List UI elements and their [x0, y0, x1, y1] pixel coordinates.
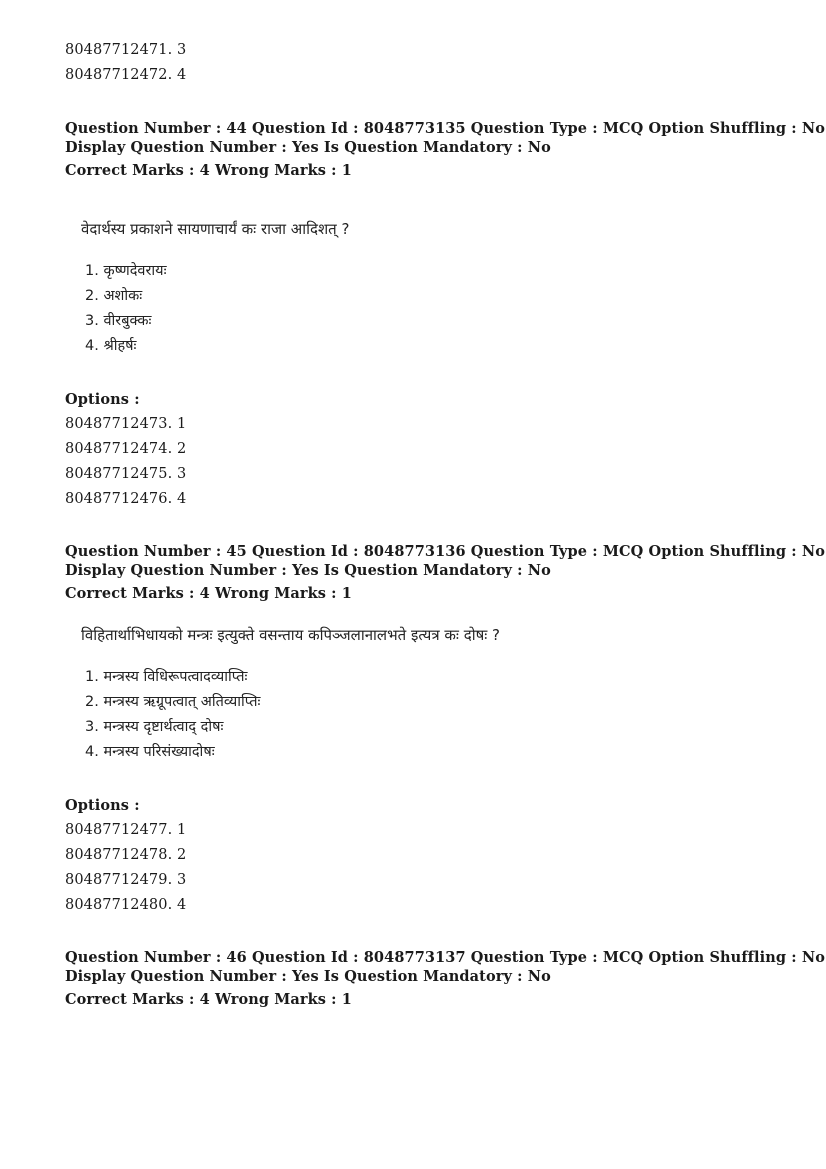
option-line: 80487712473. 1 [65, 416, 187, 432]
question-44-meta-line1: Question Number : 44 Question Id : 8048773135 Question Type : MCQ Option Shuffling : No [65, 120, 825, 137]
option-line: 80487712474. 2 [65, 441, 187, 457]
option-line: 80487712479. 3 [65, 872, 187, 888]
question-44-text: वेदार्थस्य प्रकाशने सायणाचार्यं कः राजा आदिशत् ? [81, 220, 350, 238]
question-44-meta-line3: Correct Marks : 4 Wrong Marks : 1 [65, 162, 352, 179]
question-46-meta-line3: Correct Marks : 4 Wrong Marks : 1 [65, 991, 352, 1008]
question-45-choice: 4. मन्त्रस्य परिसंख्यादोषः [85, 744, 215, 760]
option-line: 80487712476. 4 [65, 491, 187, 507]
option-line: 80487712471. 3 [65, 42, 187, 58]
option-line: 80487712478. 2 [65, 847, 187, 863]
option-line: 80487712477. 1 [65, 822, 187, 838]
question-45-choice: 3. मन्त्रस्य दृष्टार्थत्वाद् दोषः [85, 719, 224, 735]
option-line: 80487712472. 4 [65, 67, 187, 83]
question-44-choice: 3. वीरबुक्कः [85, 313, 152, 329]
question-44-meta-line2: Display Question Number : Yes Is Question Mandatory : No [65, 139, 551, 156]
question-45-meta-line2: Display Question Number : Yes Is Question Mandatory : No [65, 562, 551, 579]
question-44-choice: 1. कृष्णदेवरायः [85, 263, 167, 279]
question-45-choice: 1. मन्त्रस्य विधिरूपत्वादव्याप्तिः [85, 669, 248, 685]
question-44-choice: 4. श्रीहर्षः [85, 338, 137, 354]
question-46-meta-line1: Question Number : 46 Question Id : 8048773137 Question Type : MCQ Option Shuffling : No [65, 949, 825, 966]
question-44-choice: 2. अशोकः [85, 288, 143, 304]
question-46-meta-line2: Display Question Number : Yes Is Question Mandatory : No [65, 968, 551, 985]
question-44-options-label: Options : [65, 391, 140, 408]
question-45-options-label: Options : [65, 797, 140, 814]
option-line: 80487712480. 4 [65, 897, 187, 913]
option-line: 80487712475. 3 [65, 466, 187, 482]
question-45-meta-line3: Correct Marks : 4 Wrong Marks : 1 [65, 585, 352, 602]
question-45-text: विहितार्थाभिधायको मन्त्रः इत्युक्ते वसन्ताय कपिञ्जलानालभते इत्यत्र कः दोषः ? [81, 626, 501, 644]
question-45-choice: 2. मन्त्रस्य ऋग्रूपत्वात् अतिव्याप्तिः [85, 694, 261, 710]
question-45-meta-line1: Question Number : 45 Question Id : 8048773136 Question Type : MCQ Option Shuffling : No [65, 543, 825, 560]
